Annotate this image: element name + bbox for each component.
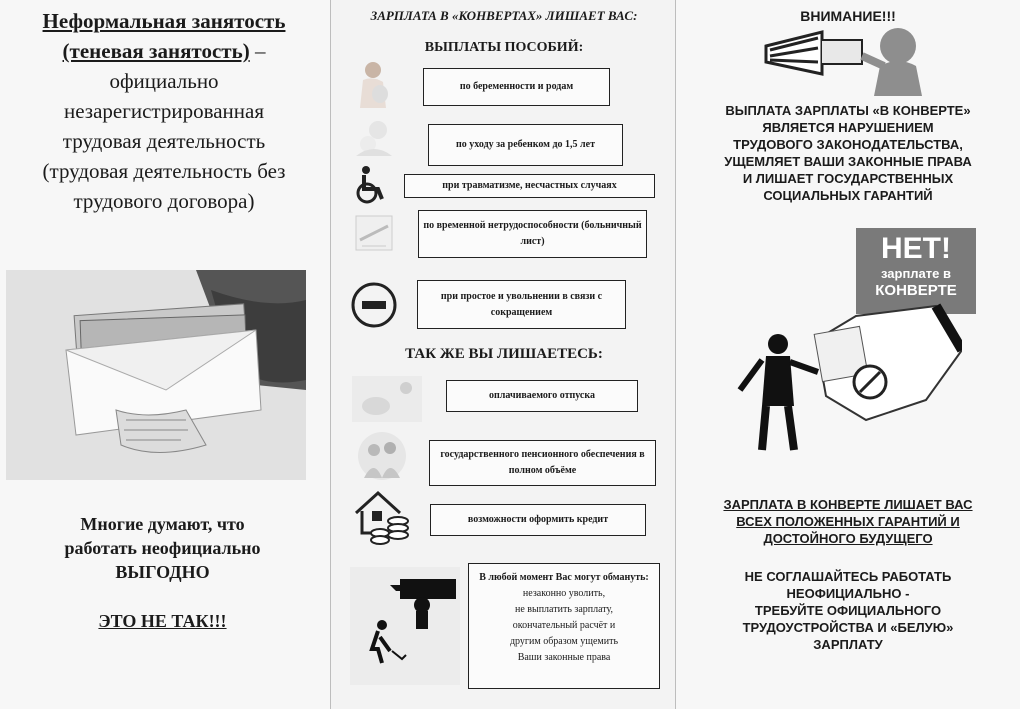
definition-line: трудового договора) xyxy=(73,189,255,213)
warning-line: Ваши законные права xyxy=(517,652,611,663)
deprives-text xyxy=(676,496,1020,547)
call-to-action xyxy=(676,568,1020,653)
violation-line: И ЛИШАЕТ ГОСУДАРСТВЕННЫХ xyxy=(742,171,954,186)
deprives-line: ЗАРПЛАТА В КОНВЕРТЕ ЛИШАЕТ ВАС xyxy=(723,497,973,512)
benefits-heading: ВЫПЛАТЫ ПОСОБИЙ: xyxy=(424,40,584,55)
house-coins-icon xyxy=(352,487,412,545)
violation-line: УЩЕМЛЯЕТ ВАШИ ЗАКОННЫЕ ПРАВА xyxy=(724,154,972,169)
pensioners-icon xyxy=(352,430,412,482)
call-line: НЕОФИЦИАЛЬНО - xyxy=(786,586,910,601)
warning-line: другим образом ущемить xyxy=(509,636,619,647)
warning-line: окончательный расчёт и xyxy=(512,620,616,631)
claim-line: ВЫГОДНО xyxy=(115,562,210,582)
also-item: возможности оформить кредит xyxy=(430,504,646,536)
wheelchair-icon xyxy=(352,165,396,205)
minus-circle-icon xyxy=(350,281,398,329)
call-line: ЗАРПЛАТУ xyxy=(813,637,883,652)
definition-line: (трудовая деятельность без xyxy=(42,159,286,183)
also-item: государственного пенсионного обеспечения в полном объёме xyxy=(429,440,656,486)
badge-line-2: КОНВЕРТЕ xyxy=(875,282,957,299)
benefit-item: по уходу за ребенком до 1,5 лет xyxy=(428,124,623,166)
left-panel xyxy=(0,0,330,709)
common-belief xyxy=(10,512,315,584)
envelope-bribe-illustration xyxy=(726,300,962,454)
badge-no: НЕТ! xyxy=(881,232,951,265)
claim-line: Многие думают, что xyxy=(80,514,245,534)
benefit-item: при травматизме, несчастных случаях xyxy=(404,174,655,198)
badge-line-1: зарплате в xyxy=(880,266,951,281)
violation-line: ЯВЛЯЕТСЯ НАРУШЕНИЕМ xyxy=(762,120,934,135)
baby-care-icon xyxy=(352,116,396,160)
warning-line: незаконно уволить, xyxy=(522,588,606,599)
definition-term-2: (теневая занятость) xyxy=(62,39,250,63)
also-heading: ТАК ЖЕ ВЫ ЛИШАЕТЕСЬ: xyxy=(405,346,603,362)
definition-dash: – xyxy=(249,39,266,63)
deprives-line: ВСЕХ ПОЛОЖЕННЫХ ГАРАНТИЙ И xyxy=(736,514,960,529)
also-item: оплачиваемого отпуска xyxy=(446,380,638,412)
definition-term-1: Неформальная занятость xyxy=(42,9,286,33)
pregnant-woman-icon xyxy=(352,58,394,110)
warning-title: В любой момент Вас могут обмануть: xyxy=(479,572,649,583)
claim-line: работать неофициально xyxy=(64,538,261,558)
not-true-slogan: ЭТО НЕ ТАК!!! xyxy=(98,611,227,631)
definition-block xyxy=(8,6,320,216)
violation-line: ТРУДОВОГО ЗАКОНОДАТЕЛЬСТВА, xyxy=(733,137,963,152)
violation-line: СОЦИАЛЬНЫХ ГАРАНТИЙ xyxy=(763,188,933,203)
definition-line: официально xyxy=(109,69,219,93)
benefit-item: при простое и увольнении в связи с сокращением xyxy=(417,280,626,329)
middle-title: ЗАРПЛАТА В «КОНВЕРТАХ» ЛИШАЕТ ВАС: xyxy=(370,8,638,23)
violation-text xyxy=(676,102,1020,204)
deprives-line: ДОСТОЙНОГО БУДУЩЕГО xyxy=(763,531,933,546)
benefit-item: по временной нетрудоспособности (больничный лист) xyxy=(418,210,647,258)
definition-line: трудовая деятельность xyxy=(62,129,266,153)
attention-heading: ВНИМАНИЕ!!! xyxy=(800,8,896,24)
call-line: НЕ СОГЛАШАЙТЕСЬ РАБОТАТЬ xyxy=(744,569,952,584)
warning-box xyxy=(468,563,660,689)
benefit-item: по беременности и родам xyxy=(423,68,610,106)
call-line: ТРУДОУСТРОЙСТВА И «БЕЛУЮ» xyxy=(742,620,954,635)
envelope-cash-photo xyxy=(6,270,306,480)
violation-line: ВЫПЛАТА ЗАРПЛАТЫ «В КОНВЕРТЕ» xyxy=(725,103,971,118)
megaphone-figure-icon xyxy=(762,26,932,98)
sick-leave-icon xyxy=(352,210,396,256)
call-line: ТРЕБУЙТЕ ОФИЦИАЛЬНОГО xyxy=(754,603,942,618)
warning-line: не выплатить зарплату, xyxy=(514,604,614,615)
definition-line: незарегистрированная xyxy=(63,99,264,123)
pointing-hand-icon xyxy=(350,567,460,685)
vacation-icon xyxy=(352,376,422,422)
